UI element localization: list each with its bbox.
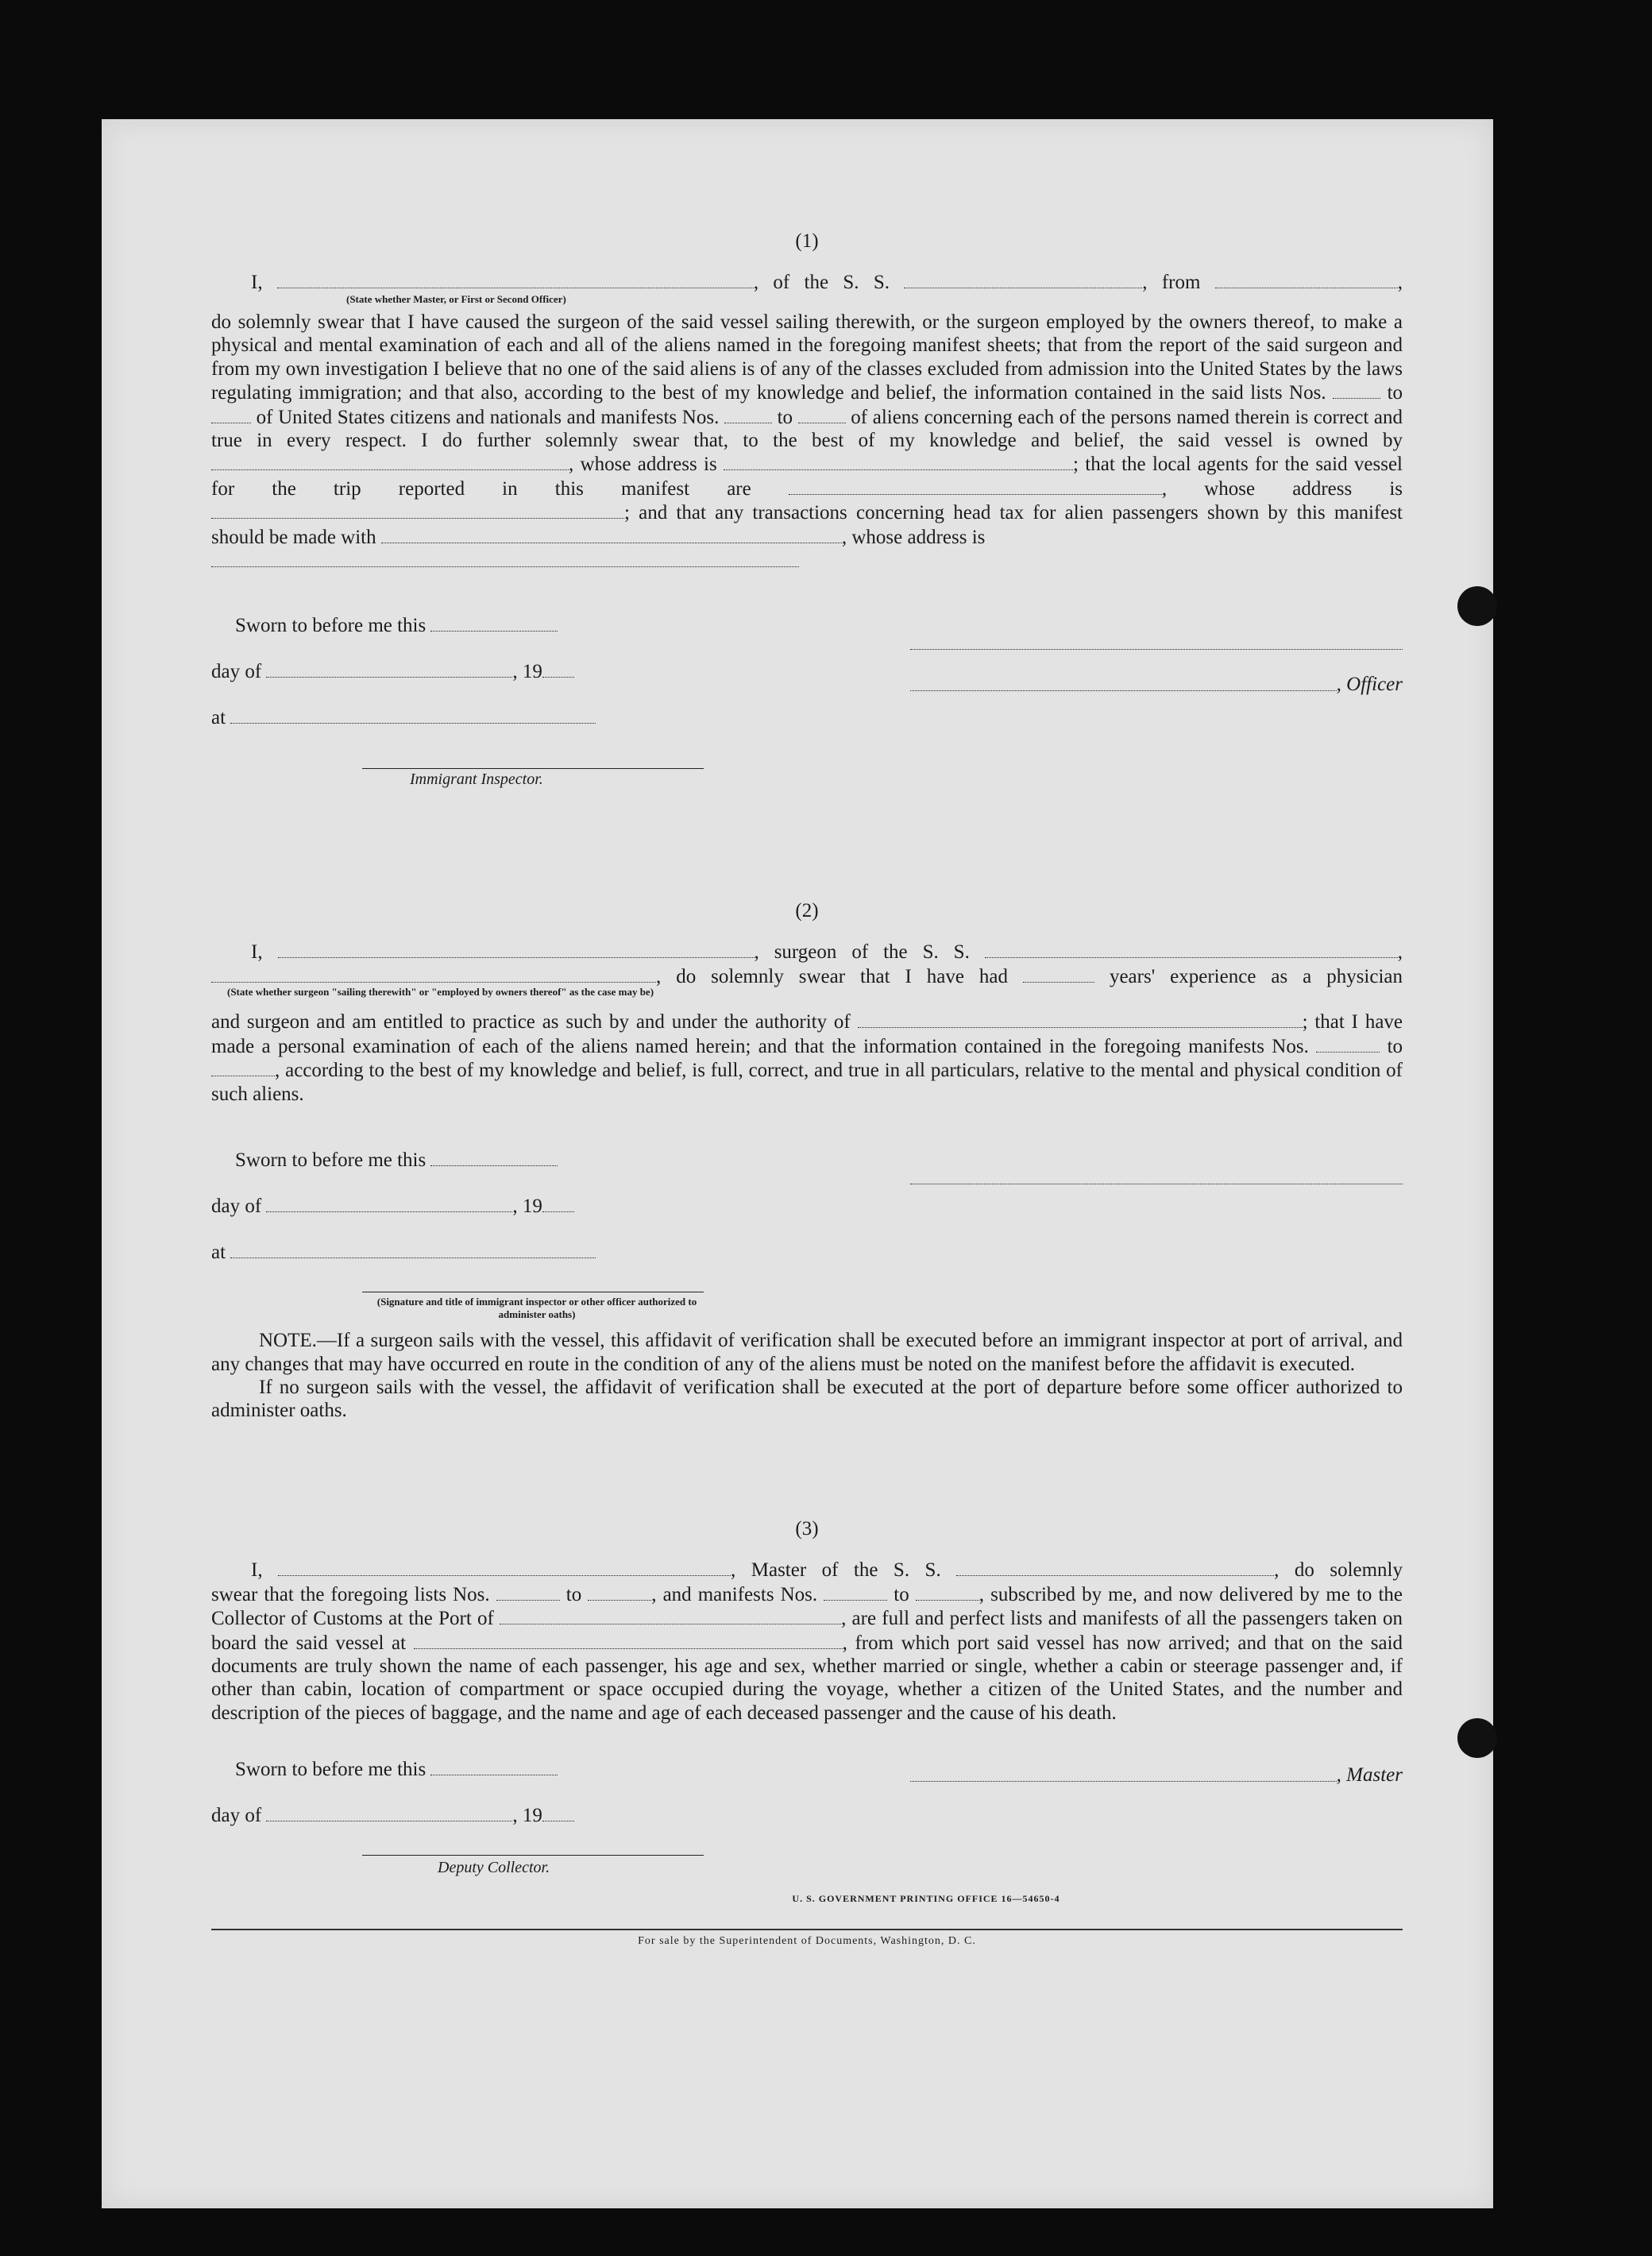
day-of-line — [211, 1184, 596, 1230]
sworn-line — [211, 603, 596, 649]
lists-from-field[interactable] — [496, 1582, 560, 1601]
jurat-block — [211, 1747, 574, 1839]
head-tax-party-field[interactable] — [381, 525, 842, 543]
comma: , — [1161, 477, 1168, 500]
master-signature-block — [910, 1747, 1403, 1839]
sworn-label: Sworn to before me this — [235, 615, 427, 637]
semicolon: ; — [1073, 454, 1079, 476]
full-label: , are full and perfect lists and — [841, 1608, 1077, 1630]
sworn-line — [211, 1747, 574, 1793]
collector-signature-line[interactable] — [362, 1839, 704, 1856]
section-1-body — [211, 311, 1403, 573]
section-2-heading: (2) — [795, 900, 819, 922]
years-field[interactable] — [1023, 964, 1094, 983]
vessel-name-field[interactable] — [956, 1558, 1274, 1576]
day-of-label: day of — [211, 1196, 262, 1218]
surgeon-signature-block — [910, 1138, 1403, 1276]
jurat-block — [211, 603, 596, 741]
surgeon-status-field[interactable] — [211, 964, 656, 983]
sworn-day-field[interactable] — [430, 613, 558, 632]
body-text: of United States citizens and nationals and manifests Nos. — [256, 406, 720, 428]
master-name-field[interactable] — [278, 1558, 731, 1576]
note-label: NOTE. — [259, 1330, 317, 1352]
month-field[interactable] — [266, 659, 512, 678]
embarkation-port-field[interactable] — [414, 1631, 843, 1649]
i-label: I, — [251, 272, 263, 293]
footer-rule — [211, 1929, 1403, 1930]
sworn-label: Sworn to before me this — [235, 1149, 427, 1172]
place-field[interactable] — [230, 705, 596, 724]
to-label: to — [894, 1583, 909, 1605]
signature-line[interactable] — [910, 603, 1403, 650]
surgeon-of-label: , surgeon of the S. S. — [754, 941, 970, 964]
semicolon: ; — [1302, 1011, 1308, 1033]
sworn-day-field[interactable] — [430, 1757, 558, 1775]
punch-hole-top — [1457, 586, 1497, 626]
year-label: , 19 — [512, 1805, 542, 1827]
officer-name-field[interactable] — [910, 673, 1337, 691]
body-text: of aliens concerning each of the persons named therein is correct and true in every respect. I do further solemnly swear that, to the best of my knowledge and belief, the said vessel is owned by — [211, 406, 1403, 452]
inspector-signature-line[interactable] — [362, 741, 704, 769]
body-text: delivered by me to the Collector of Customs at the Port of — [211, 1583, 1403, 1630]
surgeon-status-caption: (State whether surgeon "sailing therewith" or "employed by owners thereof" as the case may be) — [227, 986, 654, 999]
day-of-line — [211, 649, 596, 695]
manifests-from-field[interactable] — [824, 1582, 887, 1601]
sale-note: For sale by the Superintendent of Documents, Washington, D. C. — [638, 1935, 976, 1948]
surgeon-name-field[interactable] — [278, 940, 755, 958]
sworn-day-field[interactable] — [430, 1148, 558, 1166]
body-text: , according to the best of my knowledge and belief, is full, correct, and true in all particulars, relative to the mental and physical condition of such aliens. — [211, 1060, 1403, 1105]
signature-line[interactable] — [910, 1138, 1403, 1184]
month-field[interactable] — [266, 1194, 512, 1212]
section-2-signatures — [211, 1138, 1403, 1276]
note-text: —If a surgeon sails with the vessel, this affidavit of verification shall be executed before an immigrant inspector at port of arrival, and any changes that may have occurred en route in the condition of any of the aliens must be noted on the manifest before the affidavit is executed. — [211, 1330, 1403, 1375]
section-3-body — [211, 1582, 1403, 1725]
master-signature-field[interactable] — [910, 1763, 1337, 1782]
form-content — [211, 230, 1403, 1948]
year-label: , 19 — [512, 661, 542, 683]
inspector-caption: (Signature and title of immigrant inspector or other officer authorized to administer oaths) — [376, 1296, 697, 1321]
inspector-caption: Immigrant Inspector. — [410, 771, 543, 789]
form-page — [102, 119, 1493, 2208]
authority-field[interactable] — [858, 1010, 1303, 1028]
officer-label: , Officer — [1336, 674, 1403, 696]
gpo-imprint: U. S. GOVERNMENT PRINTING OFFICE 16—54650-4 — [792, 1893, 1060, 1905]
comma: , — [1397, 941, 1403, 964]
officer-rank-field[interactable] — [277, 270, 754, 288]
at-line — [211, 695, 596, 741]
body-text: swear that the foregoing lists Nos. — [211, 1583, 490, 1605]
vessel-name-field[interactable] — [985, 940, 1398, 958]
place-field[interactable] — [230, 1240, 596, 1258]
body-text: that the local agents for the said vessel for the trip reported in this manifest are — [211, 454, 1403, 500]
section-3-line-1 — [211, 1558, 1403, 1582]
no-surgeon-note: If no surgeon sails with the vessel, the affidavit of verification shall be executed at the port of departure before some officer authorized to administer oaths. — [211, 1376, 1403, 1422]
at-label: at — [211, 1242, 226, 1264]
body-text: that I have made a personal examination of each of the aliens named herein; and that the information contained in the foregoing manifests Nos. — [211, 1011, 1403, 1057]
subscribed-label: , subscribed by me, and now — [978, 1583, 1214, 1605]
jurat-block — [211, 1138, 596, 1276]
day-of-line — [211, 1793, 574, 1839]
comma: , — [1397, 272, 1403, 293]
master-of-label: , Master of the S. S. — [731, 1559, 941, 1581]
to-label: to — [1387, 1035, 1403, 1057]
port-field[interactable] — [500, 1606, 841, 1624]
section-1 — [211, 230, 1403, 789]
body-text: ; and that any transactions concerning head tax for alien passengers shown by this manifest should be made with — [211, 502, 1403, 548]
section-3-signatures — [211, 1747, 1403, 1839]
section-2-body — [211, 1010, 1403, 1106]
section-2-line-1 — [211, 940, 1403, 964]
section-1-heading: (1) — [795, 230, 819, 252]
manifests-from-field[interactable] — [1316, 1034, 1380, 1053]
year-label: , 19 — [512, 1196, 542, 1218]
manifests-from-field[interactable] — [724, 405, 772, 423]
sworn-line — [211, 1138, 596, 1184]
manifests-to-field[interactable] — [916, 1582, 979, 1601]
year-field[interactable] — [542, 659, 574, 678]
body-text: manifests of all the passengers taken on board the said vessel at — [211, 1608, 1403, 1654]
officer-rank-caption: (State whether Master, or First or Second Officer) — [346, 293, 566, 305]
manifests-to-field[interactable] — [798, 405, 846, 423]
owner-address-field[interactable] — [724, 452, 1073, 470]
of-ss-label: , of the S. S. — [753, 272, 890, 293]
body-text: and surgeon and am entitled to practice as such by and under the authority of — [211, 1011, 851, 1033]
i-label: I, — [251, 1559, 263, 1581]
section-3 — [211, 1518, 1403, 1948]
month-field[interactable] — [266, 1803, 512, 1821]
lists-to-field[interactable] — [588, 1582, 651, 1601]
whose-address-label: whose address is — [1204, 477, 1403, 500]
whose-address-label: , whose address is — [841, 526, 986, 548]
lists-to-field[interactable] — [211, 405, 251, 423]
lists-from-field[interactable] — [1333, 381, 1380, 399]
solemnly-label: , do solemnly — [1274, 1559, 1403, 1581]
vessel-name-field[interactable] — [904, 270, 1142, 288]
from-label: , from — [1142, 272, 1201, 293]
head-tax-address-field[interactable] — [211, 549, 799, 567]
surgeon-note — [211, 1329, 1403, 1376]
section-3-heading: (3) — [795, 1517, 819, 1539]
from-which-label: , from which — [842, 1632, 950, 1654]
years-label: years' experience as a physician — [1109, 966, 1403, 988]
whose-address-label: , whose address is — [569, 454, 717, 476]
from-port-field[interactable] — [1215, 270, 1398, 288]
to-label: to — [777, 406, 793, 428]
body-text: do solemnly swear that I have caused the surgeon of the said vessel sailing therewith, or the surgeon employed by the owners thereof, to make a physical and mental examination of each and all of the aliens named in the foregoing manifest sheets; that from the report of the said surgeon and from my own investigation I believe that no one of the said aliens is of any of the classes excluded from admission into the United States by the laws regulating immigration; and that also, according to the best of my knowledge and belief, the information contained in the said lists Nos. — [211, 311, 1403, 404]
officer-line — [910, 650, 1403, 696]
sworn-label: Sworn to before me this — [235, 1759, 427, 1781]
punch-hole-bottom — [1457, 1718, 1497, 1758]
at-label: at — [211, 707, 226, 729]
to-label: to — [1387, 382, 1403, 404]
master-label: , Master — [1336, 1764, 1403, 1787]
day-of-label: day of — [211, 661, 262, 683]
year-field[interactable] — [542, 1194, 574, 1212]
year-field[interactable] — [542, 1803, 574, 1821]
swear-label: , do solemnly swear that I have had — [656, 966, 1009, 988]
i-label: I, — [251, 941, 263, 964]
local-agents-field[interactable] — [789, 477, 1162, 495]
at-line — [211, 1230, 596, 1276]
master-line — [910, 1747, 1403, 1787]
section-1-line-1 — [211, 270, 1403, 295]
officer-signature-block — [910, 603, 1403, 741]
deputy-collector-caption: Deputy Collector. — [438, 1859, 550, 1877]
owner-field[interactable] — [211, 452, 569, 470]
body-text: port said vessel has now arrived; and that on the said documents are truly shown the name of each passenger, his age and sex, whether married or single, whether a cabin or steerage passenger and, if other than cabin, location of compartment or space occupied during the voyage, whether a citizen of the United States, and the number and description of the pieces of baggage, and the name and age of each deceased passenger and the cause of his death. — [211, 1632, 1403, 1724]
day-of-label: day of — [211, 1805, 262, 1827]
inspector-signature-line[interactable] — [362, 1276, 704, 1292]
and-manifests-label: , and manifests Nos. — [651, 1583, 818, 1605]
section-1-signatures — [211, 603, 1403, 741]
agents-address-field[interactable] — [211, 500, 624, 519]
to-label: to — [565, 1583, 582, 1605]
section-2 — [211, 900, 1403, 1422]
manifests-to-field[interactable] — [211, 1058, 275, 1076]
